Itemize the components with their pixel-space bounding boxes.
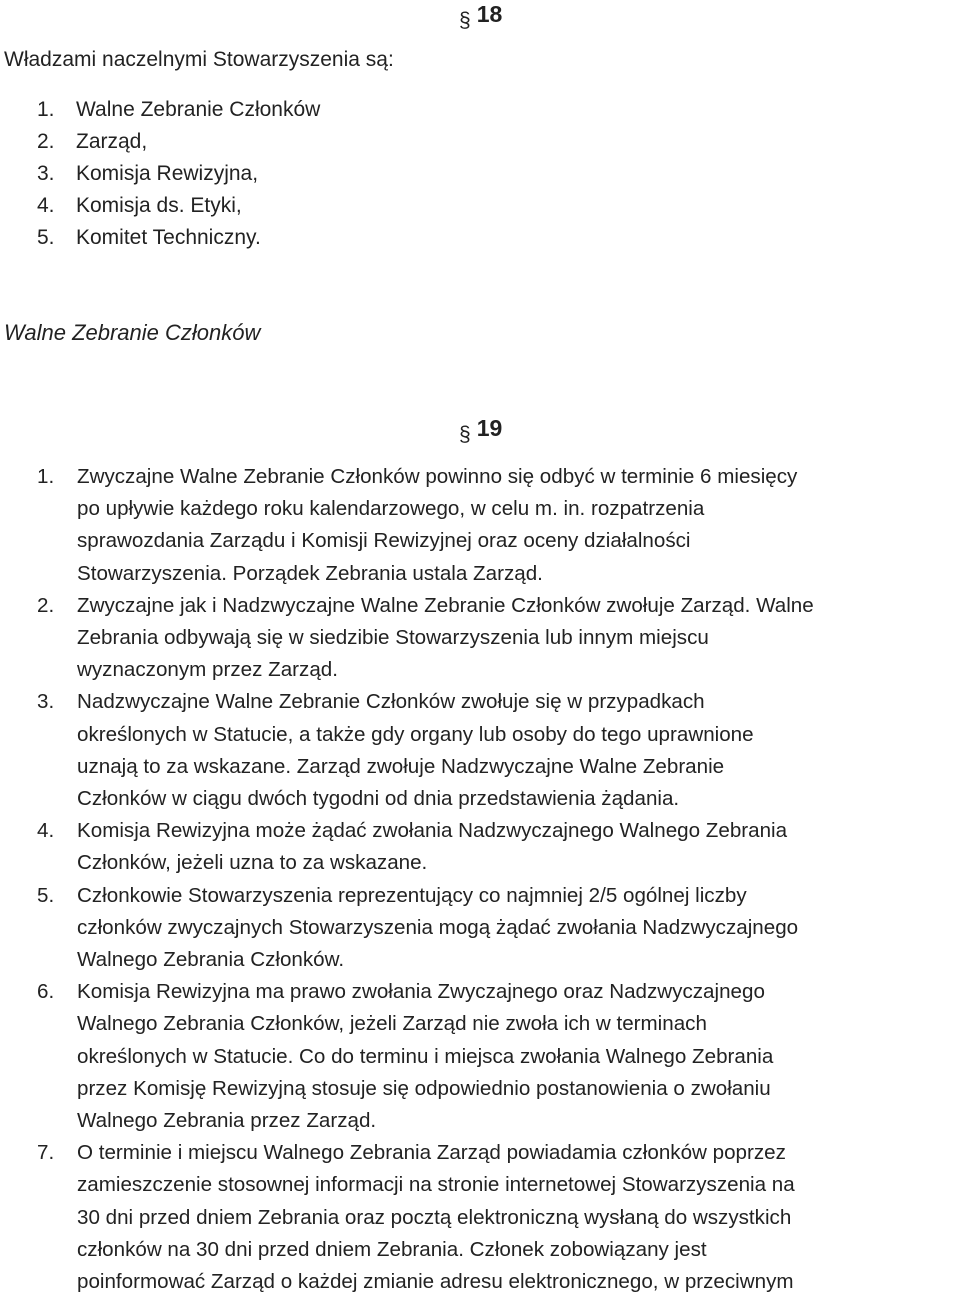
- provision-item: [37, 590, 960, 687]
- item-number: 4.: [37, 194, 55, 217]
- provision-text-line: Walnego Zebrania Członków, jeżeli Zarząd nie zwoła ich w terminach: [77, 1012, 707, 1036]
- item-text: Komisja ds. Etyki,: [76, 194, 242, 217]
- section-number: 19: [476, 415, 503, 441]
- section-number: 18: [476, 1, 503, 27]
- provision-text-line: Członkowie Stowarzyszenia reprezentujący co najmniej 2/5 ogólnej liczby: [77, 883, 747, 907]
- provision-text-line: Stowarzyszenia. Porządek Zebrania ustala Zarząd.: [77, 561, 543, 585]
- provision-text-line: wyznaczonym przez Zarząd.: [77, 658, 338, 682]
- provision-item: [37, 1137, 960, 1298]
- provision-item: [37, 686, 960, 815]
- provision-text-line: Zebrania odbywają się w siedzibie Stowarzyszenia lub innym miejscu: [77, 626, 709, 650]
- provision-text-line: Zwyczajne jak i Nadzwyczajne Walne Zebranie Członków zwołuje Zarząd. Walne: [77, 593, 814, 617]
- list-item: [37, 126, 320, 158]
- provision-text-line: określonych w Statucie, a także gdy organy lub osoby do tego uprawnione: [77, 722, 754, 746]
- provision-number: 5.: [37, 883, 55, 907]
- provision-text-line: poinformować Zarząd o każdej zmianie adresu elektronicznego, w przeciwnym: [77, 1270, 794, 1294]
- item-number: 2.: [37, 130, 55, 153]
- provision-text-line: Walnego Zebrania przez Zarząd.: [77, 1109, 377, 1133]
- item-number: 1.: [37, 98, 55, 121]
- item-number: 5.: [37, 226, 55, 249]
- intro-text: Władzami naczelnymi Stowarzyszenia są:: [4, 48, 394, 71]
- provision-number: 3.: [37, 690, 55, 714]
- item-text: Komisja Rewizyjna,: [76, 162, 259, 185]
- section-19-heading: [459, 415, 503, 446]
- provision-text-line: Członków, jeżeli uzna to za wskazane.: [77, 851, 428, 875]
- item-text: Zarząd,: [76, 130, 148, 153]
- provision-text-line: Komisja Rewizyjna może żądać zwołania Nadzwyczajnego Walnego Zebrania: [77, 819, 788, 843]
- provision-text-line: O terminie i miejscu Walnego Zebrania Zarząd powiadamia członków poprzez: [77, 1141, 786, 1165]
- section-18-heading: [459, 1, 503, 32]
- provision-text-line: członków na 30 dni przed dniem Zebrania. Członek zobowiązany jest: [77, 1237, 707, 1261]
- provision-text-line: Członków w ciągu dwóch tygodni od dnia przedstawienia żądania.: [77, 787, 680, 811]
- list-item: [37, 94, 320, 126]
- provision-text-line: sprawozdania Zarządu i Komisji Rewizyjnej oraz oceny działalności: [77, 529, 691, 553]
- item-text: Walne Zebranie Członków: [76, 98, 321, 121]
- provision-number: 7.: [37, 1141, 55, 1165]
- list-item: [37, 222, 320, 254]
- provision-item: [37, 976, 960, 1137]
- provision-text-line: przez Komisję Rewizyjną stosuje się odpowiednio postanowienia o zwołaniu: [77, 1076, 771, 1100]
- provision-text-line: zamieszczenie stosownej informacji na stronie internetowej Stowarzyszenia na: [77, 1173, 795, 1197]
- provision-number: 1.: [37, 465, 55, 488]
- provision-text-line: 30 dni przed dniem Zebrania oraz pocztą elektroniczną wysłaną do wszystkich: [77, 1205, 792, 1229]
- provision-text-line: określonych w Statucie. Co do terminu i miejsca zwołania Walnego Zebrania: [77, 1044, 774, 1068]
- subsection-heading: Walne Zebranie Członków: [4, 320, 261, 345]
- provision-text-line: uznają to za wskazane. Zarząd zwołuje Nadzwyczajne Walne Zebranie: [77, 754, 725, 778]
- list-item: [37, 190, 320, 222]
- provision-number: 4.: [37, 819, 55, 843]
- section-symbol: §: [459, 9, 471, 32]
- provision-text-line: po upływie każdego roku kalendarzowego, w celu m. in. rozpatrzenia: [77, 497, 705, 521]
- item-text: Komitet Techniczny.: [76, 226, 261, 249]
- provision-text-line: Walnego Zebrania Członków.: [77, 948, 345, 972]
- provision-text-line: członków zwyczajnych Stowarzyszenia mogą żądać zwołania Nadzwyczajnego: [77, 915, 799, 939]
- provision-item: [37, 815, 960, 879]
- provision-number: 2.: [37, 593, 55, 617]
- item-number: 3.: [37, 162, 55, 185]
- provision-text-line: Komisja Rewizyjna ma prawo zwołania Zwyczajnego oraz Nadzwyczajnego: [77, 980, 765, 1004]
- section-symbol: §: [459, 423, 471, 446]
- provision-text-line: Zwyczajne Walne Zebranie Członków powinno się odbyć w terminie 6 miesięcy: [77, 465, 798, 488]
- provisions-list: [37, 461, 960, 1298]
- list-item: [37, 158, 320, 190]
- authorities-list: [37, 94, 320, 254]
- provision-text-line: Nadzwyczajne Walne Zebranie Członków zwołuje się w przypadkach: [77, 690, 705, 714]
- provision-item: [37, 461, 960, 590]
- provision-item: [37, 880, 960, 977]
- provision-number: 6.: [37, 980, 55, 1004]
